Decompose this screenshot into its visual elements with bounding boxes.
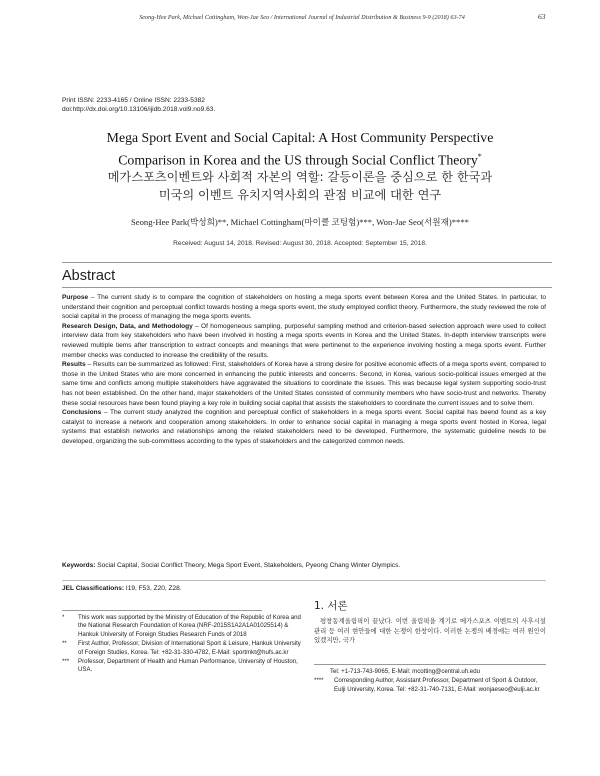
title-footnote-mark: * [477, 152, 482, 161]
footnote-item [62, 658, 302, 675]
title-ko-line2: 미국의 이벤트 유치지역사회의 관점 비교에 대한 연구 [158, 188, 442, 202]
title-ko-line1: 메가스포츠이벤트와 사회적 자본의 역할: 갈등이론을 중심으로 한 한국과 [107, 170, 493, 184]
footnote-text: Corresponding Author, Assistant Professor, Department of Sport & Outdoor, Eulji University, Korea. Tel: +82-31-740-7131, E-Mail: wonjaeseo@eulji.ac.kr [334, 677, 540, 693]
doi-line: doi:http://dx.doi.org/10.13106/ijidb.2018.vol9.no9.63. [62, 106, 216, 113]
footnote-mark: * [62, 614, 65, 621]
abstract-purpose [62, 293, 546, 322]
title-english [40, 128, 560, 170]
method-label: Research Design, Data, and Methodology [62, 322, 193, 330]
jel-text: I19, F53, Z20, Z28. [124, 585, 182, 592]
purpose-label: Purpose [62, 294, 89, 301]
footnote-mark: **** [314, 677, 324, 685]
issn-line: Print ISSN: 2233-4165 / Online ISSN: 2233-5382 [62, 97, 205, 104]
page-number: 63 [538, 12, 546, 21]
section-heading: 1. 서론 [314, 600, 348, 612]
author-line: Seong-Hee Park(박성희)**, Michael Cottingham(마이클 코팅험)***, Won-Jae Seo(서원재)**** [131, 217, 469, 227]
title-en-line2-wrap [40, 147, 560, 170]
footnotes-left [62, 614, 302, 676]
footnote-item [314, 677, 550, 694]
divider-top [62, 262, 552, 263]
received-dates: Received: August 14, 2018. Revised: August 30, 2018. Accepted: September 15, 2018. [173, 240, 427, 247]
keywords-text: Social Capital, Social Conflict Theory, Mega Sport Event, Stakeholders, Pyeong Chang Winter Olympics. [95, 562, 401, 569]
keywords-label: Keywords: [62, 562, 96, 569]
footnote-rule-left [62, 610, 262, 611]
issn-block [62, 96, 215, 114]
abstract-heading: Abstract [62, 268, 116, 284]
jel-label: JEL Classifications: [62, 585, 125, 592]
footnote-text: Tel: +1-713-743-9065, E-Mail: mcotting@central.uh.edu [330, 668, 480, 675]
footnote-item [62, 614, 302, 639]
method-text: – Of homogeneous sampling, purposeful sampling method and criterion-based selection approach were used to collect interview data from key stakeholders who have been involved in hosting a mega sports events in Korea and the United States. In-depth interview transcripts were reviewed multiple tiems after transcription to extract concepts and meanings that were pertinenet to the experience involving hosting a mega sports event. Further member checks was conducted to increase the credibility of the results. [62, 322, 547, 359]
footnote-text: First Author, Professor, Division of International Sport & Leisure, Hankuk University of Foreign Studies, Korea. Tel: +82-31-330-4782, E-Mail: sportmkt@hufs.ac.kr [78, 640, 301, 656]
running-head: Seong-Hee Park, Michael Cottingham, Won-Jae Seo / International Journal of Industrial Distribution & Business 9-9 (2018) 63-74 [139, 14, 465, 21]
divider-keywords [62, 580, 546, 581]
conclusions-text: – The current study analyzed the cognition and perceptual conflict of stakeholders in a mega sports event. Social capital has beend found as a key catalyst to increase a network and cooperation among stakeholders. In order to enhance social capital in managing a mega sports event hosted in Korea, legal systems that establish networks and relationships among the related stakeholders need to be developed. Furthermore, the systematic guideline needs to be developed, organizing the sub-committees according to the types of stakeholders and the categorized common needs. [62, 409, 546, 445]
keywords [62, 561, 546, 570]
footnote-item [314, 668, 550, 676]
footnote-item [62, 640, 302, 657]
jel-classifications [62, 584, 546, 593]
purpose-text: – The current study is to compare the cognition of stakeholders on hosting a mega sports event between Korea and the United States. In particular, to understand their cognition and perceptual conflict towards hosting a mega sports event, the study employed conflict theory. Furthermore, the study reviewed the role of social capital in the process of managing the mega sports events. [62, 294, 546, 321]
footnote-mark: ** [62, 640, 67, 648]
footnote-text: Professor, Department of Health and Human Performance, University of Houston, USA. [78, 658, 298, 674]
abstract-conclusions [62, 408, 546, 446]
footnote-mark: *** [62, 658, 70, 666]
footnote-rule-right [314, 664, 546, 665]
abstract-results [62, 360, 546, 408]
results-text: – Results can be summarized as followed: First, stakeholders of Korea have a strong desire for positive economic effects of a mega sports event, compared to those in the United States who are more concerned in enhancing the public interests and concerns. Second, in Korea, various socio-political issues emerged at the same time and conflicts among multiple stakeholders have aggravated the situations to coordinate the issues. This was because legal system supporting socio-trust has not been established. On the other hand, major stakeholders of the United States consisted of community members who have socio-trust and networks. Thereby these social resources have been found playing a key role in building social capital that assists the stakeholders to coordinate the current issues and to solve them. [62, 361, 546, 407]
conclusions-label: Conclusions [62, 409, 102, 417]
divider-abstract [62, 287, 552, 288]
footnotes-right [314, 668, 550, 695]
abstract-method [62, 322, 546, 360]
title-en-line2: Comparison in Korea and the US through Social Conflict Theory [118, 152, 478, 168]
title-en-line1: Mega Sport Event and Social Capital: A Host Community Perspective [106, 130, 494, 145]
footnote-text: This work was supported by the Ministry of Education of the Republic of Korea and the National Research Foundation of Korea (NRF-2015S1A2A1A01025514) & Hankuk University of Foreign Studies Research Funds of 2018 [78, 614, 301, 638]
results-label: Results [62, 361, 86, 369]
title-korean [40, 168, 560, 204]
intro-paragraph: 평창동계올림픽이 끝났다. 이번 올림픽을 계기로 메가스포츠 이벤트의 사후시설관리 등 여러 현안들에 대한 논쟁이 한창이다. 이러한 논쟁의 배경에는 여러 원인이 있겠지만, 국가 [314, 617, 546, 644]
abstract-body [62, 293, 546, 447]
